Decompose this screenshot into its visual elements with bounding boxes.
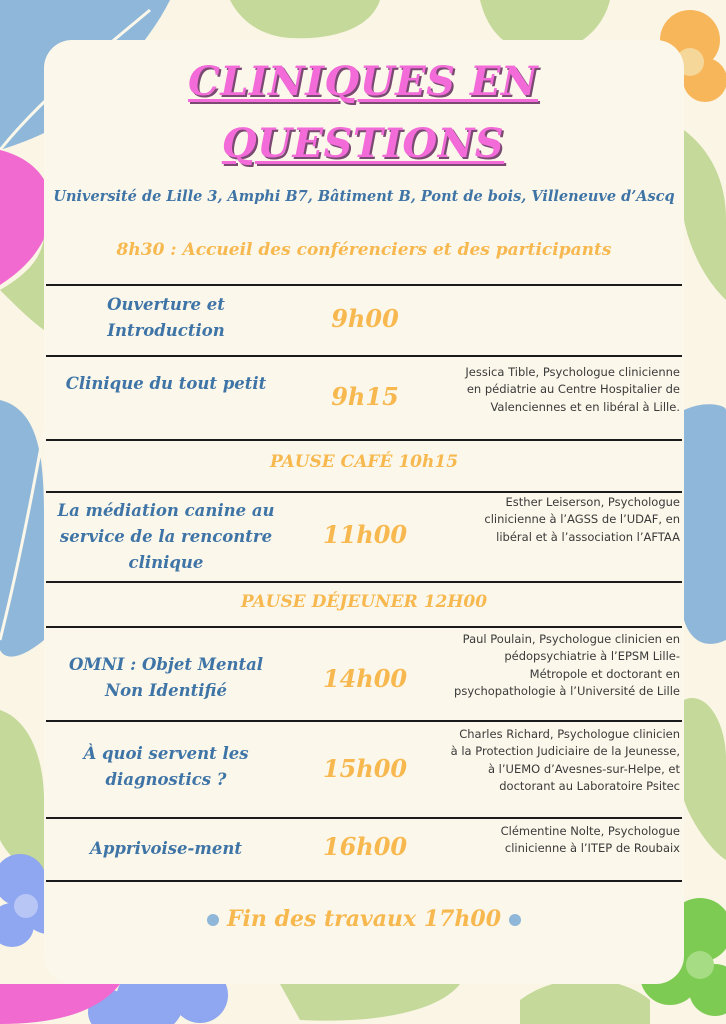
speaker-leiserson: Esther Leiserson, Psychologue clinicienne à l’AGSS de l’UDAF, en libéral et à l’association l’AFTAA <box>484 495 680 544</box>
end-line <box>44 906 684 932</box>
divider <box>46 439 682 441</box>
session-time-mediation: 11h00 <box>322 520 408 549</box>
title-line-2: QUESTIONS <box>221 120 505 167</box>
end-text: Fin des travaux 17h00 <box>226 906 502 932</box>
green-leaf-top <box>230 0 380 38</box>
speaker-richard: Charles Richard, Psychologue clinicien à la Protection Judiciaire de la Jeunesse, à l’UEMO d’Avesnes-sur-Helpe, et doctorant au Laboratoire Psitec <box>450 727 680 794</box>
session-title-mediation: La médiation canine au service de la rencontre clinique <box>57 501 275 572</box>
pause-dejeuner: PAUSE DÉJEUNER 12H00 <box>240 592 488 612</box>
welcome-line: 8h30 : Accueil des conférenciers et des participants <box>116 240 612 260</box>
session-title-diagnostics: À quoi servent les diagnostics ? <box>83 744 249 789</box>
divider <box>46 817 682 819</box>
bullet-dot-icon <box>509 914 521 926</box>
divider <box>46 491 682 493</box>
session-title-tout-petit: Clinique du tout petit <box>65 374 267 393</box>
session-time-diagnostics: 15h00 <box>322 754 408 783</box>
title-line-1: CLINIQUES EN <box>187 58 539 105</box>
divider <box>46 355 682 357</box>
session-time-tout-petit: 9h15 <box>331 382 399 411</box>
divider <box>46 626 682 628</box>
session-title-apprivoise-ment: Apprivoise-ment <box>90 839 242 858</box>
session-title-omni: OMNI : Objet Mental Non Identifié <box>68 655 264 700</box>
divider <box>46 284 682 286</box>
session-time-opening: 9h00 <box>331 304 399 333</box>
speaker-nolte: Clémentine Nolte, Psychologue clinicienne à l’ITEP de Roubaix <box>500 824 680 856</box>
session-time-omni: 14h00 <box>322 664 408 693</box>
pause-cafe: PAUSE CAFÉ 10h15 <box>269 452 459 472</box>
divider <box>46 581 682 583</box>
venue: Université de Lille 3, Amphi B7, Bâtiment B, Pont de bois, Villeneuve d’Ascq <box>53 188 675 205</box>
speaker-tible: Jessica Tible, Psychologue clinicienne en pédiatrie au Centre Hospitalier de Valenciennes et en libéral à Lille. <box>465 365 680 414</box>
blue-leaf-right <box>684 404 726 644</box>
session-title-opening: Ouverture et Introduction <box>107 295 225 340</box>
session-time-apprivoise-ment: 16h00 <box>322 832 408 861</box>
divider <box>46 720 682 722</box>
speaker-poulain: Paul Poulain, Psychologue clinicien en pédopsychiatrie à l’EPSM Lille-Métropole et doctorant en psychopathologie à l’Université de Lille <box>454 632 680 699</box>
divider <box>46 880 682 882</box>
bullet-dot-icon <box>207 914 219 926</box>
